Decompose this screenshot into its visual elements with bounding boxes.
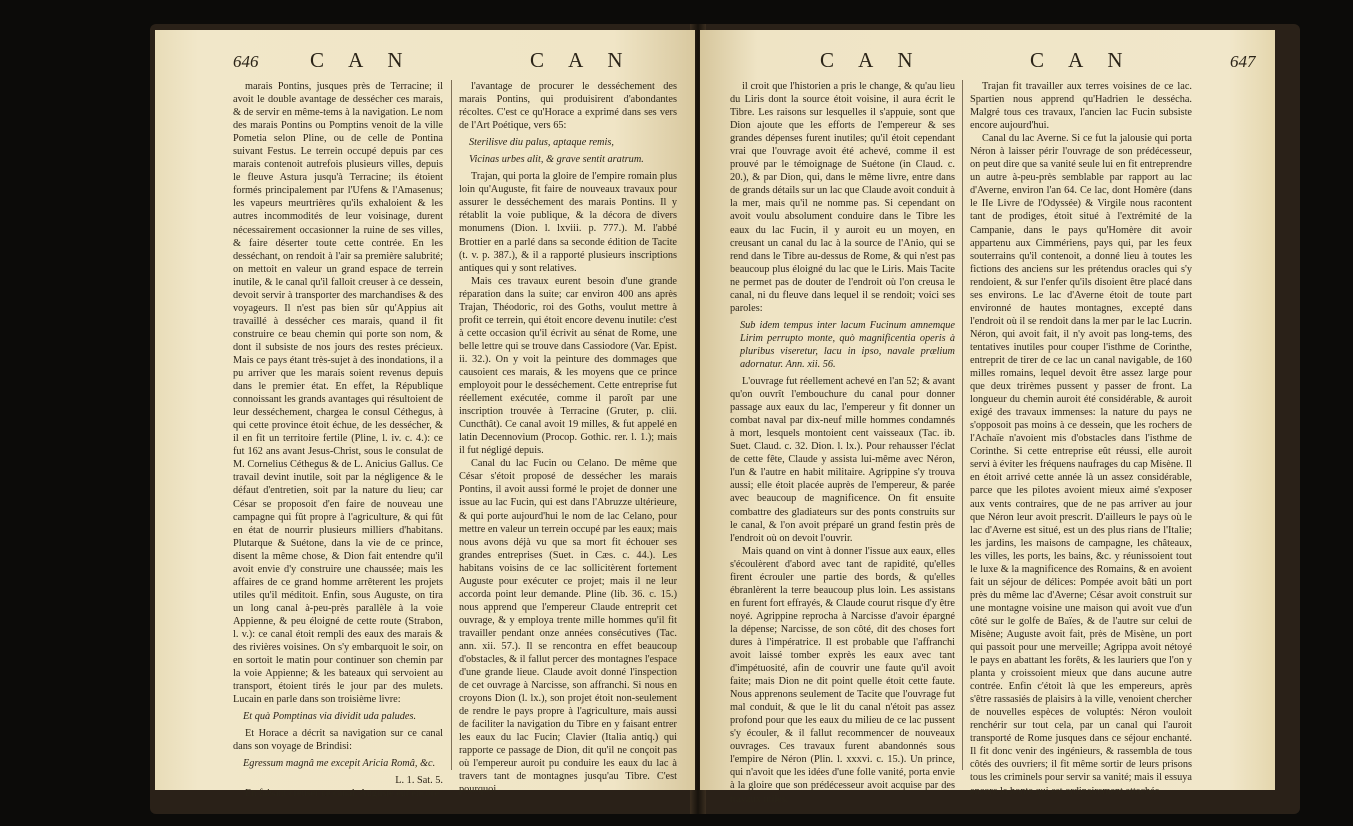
left-running-head-1: C A N: [310, 48, 413, 72]
verse-quote: Vicinas urbes alit, & grave sentit aratrum.: [469, 154, 644, 166]
paragraph: marais Pontins, jusques près de Terracine; il avoit le double avantage de dessécher ces marais, & de servir en même-tems à la navigation. Le nom des marais Pontins ou Pomptins venoit de la ville Pometia selon Pline, ou de celle de Pontina suivant Festus. Le terrein occupé depuis par ces marais contenoit autrefois plusieurs villes, depuis le fleuve Astura jusqu'à Terracine; ils étoient formés principalement par l'Ufens & l'Amasenus; les vapeurs meurtrières qu'ils exhaloient & les autres incommodités de leur voisinage, durent nécessairement occasionner la ruine de ses villes, & faire déserter toute cette contrée. En les desséchant, on rendoit à l'air sa première salubrité; on mettoit en valeur un grand espace de terrein inutile, & le canal qu'il falloit creuser à ce dessein, devoit servir à transporter des marchandises & des voyageurs. Il n'est pas bien sûr qu'Appius ait travaillé à dessécher ces marais, quand il fit construire ce beau chemin qui porte son nom, & dont il subsiste de nos jours des restes précieux. Mais ce pays étant très-sujet à des inondations, il a pu arriver que les marais soient revenus depuis dans le premier état. En effet, la République connoissant les grands avantages qui résultoient de leur desséchement, chargea le consul Céthegus, à qui cette province étoit échue, de les dessécher, & il en fit un territoire fertile (Pline, l. iv. c. 4.): ce fut 162 ans avant Jesus-Christ, sous le consulat de M. Cornelius Céthegus & de L. Anicius Gallus. Ce travail devint inutile, soit par la négligence & le défaut d'entretien, soit par la nature du lieu; car César se proposoit d'en faire de nouveau une campagne qui fût propre à l'agriculture, & qui fût en état de nourrir plusieurs milliers d'habitans. Plutarque & Suétone, dans la vie de ce prince, disent la même chose, & Dion fait entendre qu'il avoit envie d'y construire une chaussée; mais les affaires de ce grand homme arrêterent les projets utiles qu'il méditoit. Enfin, sous Auguste, on tira un long canal à-peu-près parallèle à la voie Appienne, & peu éloigné de cette route (Strabon, l. v.): ce canal étoit rempli des eaux des marais & des rivières voisines. On s'y embarquoit le soir, on en sortoit le matin pour continuer son chemin par la voie Appienne; & les bateaux qui servoient au transport, étoient tirés le jour par des mulets. Lucain en parle dans son troisième livre:: [233, 81, 443, 706]
column-rule: [962, 80, 963, 770]
left-page-header: [155, 44, 695, 76]
right-running-head-1: C A N: [820, 48, 923, 72]
right-running-head-2: C A N: [1030, 48, 1133, 72]
left-column-2: [459, 80, 677, 796]
paragraph: Mais ces travaux eurent besoin d'une grande réparation dans la suite; car environ 400 ans après Trajan, Théodoric, roi des Goths, voulut mettre à profit ce terrein, qui étoit encore devenu inutile: c'est à cette occasion qu'il écrivit au sénat de Rome, une belle lettre qui se trouve dans Cassiodore (Var. Epist. ii. 32.). On y voit la peinture des dommages que causoient ces marais, & les moyens que ce prince employoit pour le desséchement. Cette entreprise fut réellement exécutée, comme il paroît par une inscription trouvée à Terracine (Gruter, p. clii. Cuncthât). Ce canal avoit 19 milles, & fut appelé en latin Decennovium (Procop. Gothic. rer. l. 1.); mais il fut négligé depuis.: [459, 275, 677, 457]
paragraph: Et Horace a décrit sa navigation sur ce canal dans son voyage de Brindisi:: [233, 728, 443, 753]
left-page: [155, 30, 695, 800]
verse-quote: Et quà Pomptinas via dividit uda paludes.: [243, 711, 417, 723]
column-rule: [451, 80, 452, 770]
paragraph: Canal du lac Averne. Si ce fut la jalousie qui porta Néron à laisser périr l'ouvrage de son prédécesseur, on peut dire que sa vanité seule lui en fit entreprendre un autre à-peu-près semblable par rapport au lac d'Averne, environ l'an 64. Ce lac, dont Homère (dans le IIe Livre de l'Odyssée) & Virgile nous racontent tant de prodiges, étoit situé à l'extrémité de la Campanie, dans le pays qu'Homère dit avoir appartenu aux Cimmériens, pays qui, par les feux souterrains qu'il contenoit, a donné lieu à toutes les fictions des anciens sur les prétendus oracles qui s'y rendoient, & sur l'enfer qu'ils disoient être placé dans ses environs. Le lac d'Averne étoit de toute part environné de hautes montagnes, excepté dans l'endroit où il se rendoit dans la mer par le lac Lucrin. Néron, qui avoit fait, il n'y avoit pas long-tems, des tentatives inutiles pour couper l'isthme de Corinthe, entreprit de tirer de ce lac un canal navigable, de 160 milles romains, lequel devoit être assez large pour que deux trirèmes pussent y passer de front. La longueur du chemin auroit été considérable, & auroit exigé des travaux immenses: la nature du pays ne s'opposoit pas moins à ce dessein, que les rochers de l'Achaïe n'avoient mis d'obstacles dans l'isthme de Corinthe. Si cette entreprise eût réussi, elle auroit servi à éviter les fréquens naufrages du cap Misène. Il en étoit arrivé cette année là un assez considérable, parce que les pilotes avoient mieux aimé s'exposer aux vents contraires, que de ne pas arriver au jour que Néron leur avoit prescrit. D'ailleurs le pays où le lac d'Averne est situé, est un des plus rians de l'Italie; les jardins, les maisons de campagne, les châteaux, les villes, les ports, les bains, &c. y réunissoient tout le luxe & la magnificence des Romains, & en avoient fait un séjour de délices: Pompée avoit bâti un port près du même lac d'Averne; César avoit construit sur une montagne voisine une maison qui avoit vue d'un côté sur le golfe de Baïes, & de l'autre sur celui de Misène; Auguste avoit fait, près de Misène, un port qui passoit pour une merveille; Agrippa avoit nétoyé le pays en abattant les forêts, & les lauriers que l'on y planta y croissoient mieux que dans aucune autre contrée. Enfin c'étoit là que les empereurs, après s'être rassasiés de plaisirs à la ville, venoient chercher de nouvelles espèces de voluptés: Néron vouloit renchérir sur tout cela, par un canal qui l'auroit transporté de Rome jusques dans ce séjour enchanté. Il fit donc venir des ingénieurs, & rassembla de tous côtés des ouvriers; il fit même sortir de leurs prisons tous les criminels pour servir sa vanité; mais il essuya encore la honte qui est ordinairement attachée: [970, 133, 1192, 797]
right-column-2: [970, 80, 1192, 797]
verse-quote: Egressum magnâ me excepit Aricia Româ, &c.: [243, 758, 436, 770]
verse-reference: L. 1. Sat. 5.: [395, 775, 443, 787]
paragraph: Mais quand on vint à donner l'issue aux eaux, elles s'écoulèrent d'abord avec tant de rapidité, qu'elles firent écrouler une partie des bords, & qu'elles ébranlèrent la terre beaucoup plus loin. Les assistans en furent fort effrayés, & Claude courut risque d'y être noyé. Agrippine reprocha à Narcisse d'avoir épargné la dépense; Narcisse, de son côté, dit des choses fort dures à l'impératrice. Il est probable que l'affranchi avoit laissé tomber exprès les eaux avec tant d'impétuosité, afin de couvrir une faute qu'il avoit faite; mais Dion ne dit point quelle étoit cette faute. Nous apprenons seulement de Tacite que l'ouvrage fut mal conduit, & que le lit du canal n'étoit pas assez profond pour que les eaux du milieu de ce lac pussent s'y écouler, & il fallut recommencer de nouveaux ouvrages. Ces travaux furent abandonnés sous l'empire de Néron (Plin. l. xxxvi. c. 15.). Un prince, qui n'avoit que les idées d'une folle vanité, porta envie à la gloire que son prédécesseur avoit acquise par des travaux utiles.: [730, 545, 955, 805]
paragraph: En faisant creuser ce canal, Auguste eut encore: [245, 788, 439, 800]
paragraph: L'ouvrage fut réellement achevé en l'an 52; & avant qu'on ouvrît l'embouchure du canal pour donner passage aux eaux du lac, l'empereur y fit donner un combat naval par dix-neuf mille hommes condamnés à mort, lesquels montoient cent vaisseaux (Tac. ib. Suet. Claud. c. 32. Dion. l. lx.). Pour rehausser l'éclat de cette fête, Claude y assista lui-même avec Néron, l'un & l'autre en habit militaire. Agrippine s'y trouva aussi; elle étoit placée auprès de l'empereur, & parée avec beaucoup de magnificence. On fit ensuite combattre des gladiateurs sur des ponts construits sur le canal, & l'on avoit préparé un grand festin près de l'endroit où on devoit l'ouvrir.: [730, 376, 955, 544]
paragraph: l'avantage de procurer le desséchement des marais Pontins, qui produisirent d'abondantes récoltes. C'est ce qu'Horace a exprimé dans ses vers de l'Art Poétique, vers 65:: [459, 81, 677, 132]
paragraph: il croit que l'historien a pris le change, & qu'au lieu du Liris dont la source étoit voisine, il aura écrit le Tibre. Les raisons sur lesquelles il s'appuie, sont que Dion ajoute que les efforts de l'empereur & ses grandes dépenses furent inutiles; qu'il étoit cependant vrai que l'ouvrage avoit été achevé, comme il est prouvé par le témoignage de Suétone (in Claud. c. 20.), & par Dion, qui, dans le même livre, entre dans de grands détails sur un lac que Claude avoit conduit à la mer, mais qu'il ne nomme pas. Si cependant on avoit voulu absolument conduire dans le Tibre les eaux du lac Fucin, il y auroit eu un moyen, en creusant un canal du lac à la source de l'Anio, qui se rend dans le Tibre au-dessus de Rome, & qui n'est pas beaucoup plus éloigné du lac que le Liris. Mais Tacite ne permet pas de douter de l'endroit où l'on creusa le canal, ni du fleuve dans lequel il se rendoit; voici ses paroles:: [730, 81, 955, 314]
paragraph: Trajan fit travailler aux terres voisines de ce lac. Spartien nous apprend qu'Hadrien le dessécha. Malgré tous ces travaux, l'ancien lac Fucin subsiste encore aujourd'hui.: [970, 81, 1192, 132]
latin-quote: Sub idem tempus inter lacum Fucinum amnemque Lirim perrupto monte, quò magnificentia operis à pluribus viseretur, lacu in ipso, navale prælium adornatur. Ann. xii. 56.: [740, 319, 955, 370]
left-column-1: [233, 80, 443, 800]
right-page: [700, 30, 1275, 805]
right-page-header: [700, 44, 1275, 76]
paragraph: Trajan, qui porta la gloire de l'empire romain plus loin qu'Auguste, fit faire de nouveaux travaux pour assurer le desséchement des marais Pontins. Il y rétablit la voie publique, & la décora de divers monumens (Dion. l. lxviii. p. 777.). M. l'abbé Brottier en a parlé dans sa seconde édition de Tacite (t. v. p. 387.), & il a rapporté plusieurs inscriptions antiques qui y sont relatives.: [459, 171, 677, 274]
right-page-number: 647: [1230, 52, 1256, 71]
verse-quote: Sterilisve diu palus, aptaque remis,: [469, 137, 614, 149]
left-running-head-2: C A N: [530, 48, 633, 72]
paragraph: Canal du lac Fucin ou Celano. De même que César s'étoit proposé de dessécher les marais Pontins, il avoit aussi formé le projet de donner une issue au lac Fucin, qui est dans l'Abruzze ultérieure, & qui porte aujourd'hui le nom de lac Celano, pour mettre en valeur un terrein occupé par les eaux; mais nous avons déjà vu que sa mort fit échouer ses grandes entreprises (Suet. in Cæs. c. 44.). Les habitans voisins de ce lac sollicitèrent fortement Auguste pour exécuter ce projet; mais il ne leur accorda point leur demande. Pline (lib. 36. c. 15.) nous apprend que l'empereur Claude entreprit cet ouvrage, & y employa trente mille hommes qu'il fit travailler pendant onze années consécutives (Tac. ann. xii. 57.). Il se rencontra en effet beaucoup d'obstacles, & il fallut percer des montagnes l'espace d'une grande lieue. Claude avoit donné l'inspection de cet ouvrage à Narcisse, son affranchi. Si nous en croyons Dion (l. lx.), son projet étoit non-seulement de rendre le pays propre à l'agriculture, mais aussi de faciliter la navigation du Tibre en y faisant entrer les eaux du lac Fucin; Clavier (Italia antiq.) qui rapporte ce passage de Dion, dit qu'il ne conçoit pas où l'empereur auroit pu conduire les eaux du lac à travers tant de montagnes jusqu'au Tibre. C'est pourquoi: [459, 458, 677, 796]
right-column-1: [730, 80, 955, 805]
left-page-number: 646: [233, 52, 259, 71]
